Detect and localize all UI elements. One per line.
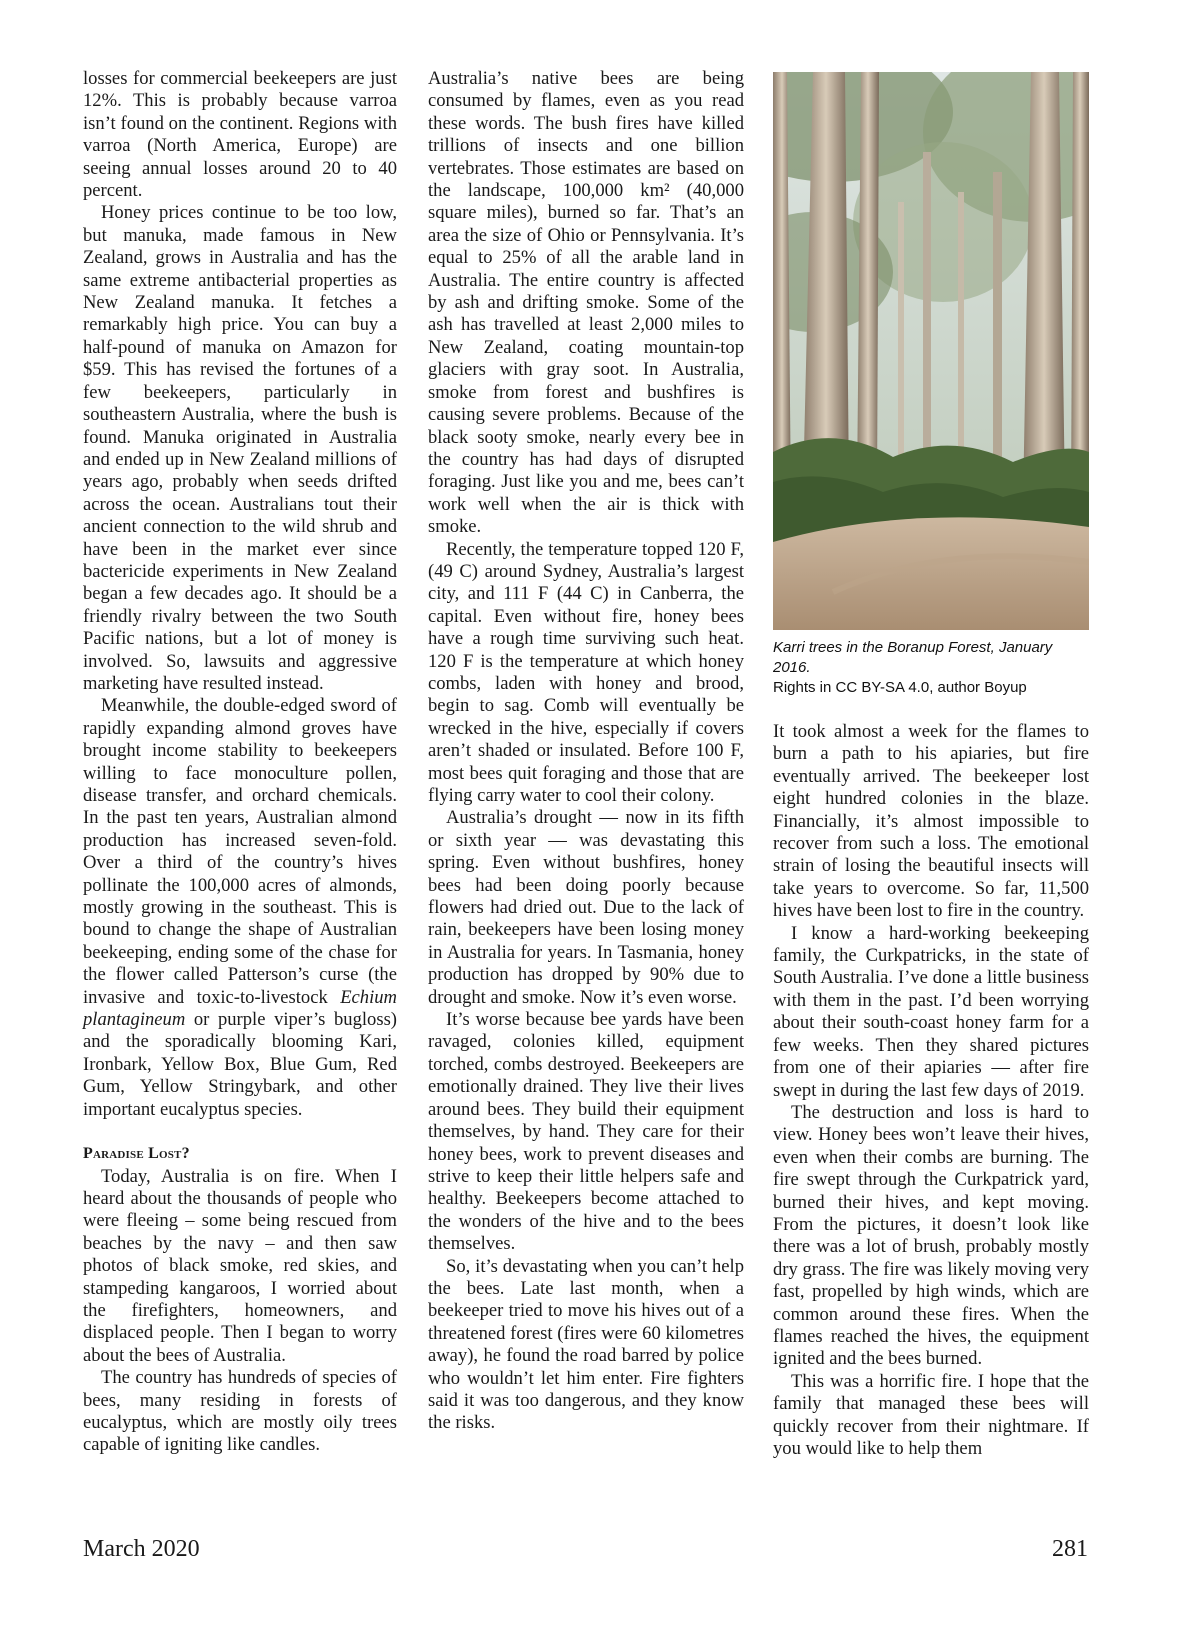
paragraph: Australia’s drought — now in its fifth or sixth year — was devastating this spring. Even without bushfires, honey bees had been doing poorly because flowers had dried out. Due to the lack of rain, beekeepers have been losing money in Australia for years. In Tasmania, honey production has dropped by 90% due to drought and smoke. Now it’s even worse.	[428, 807, 744, 1008]
paragraph: losses for commercial beekeepers are just 12%. This is probably because varroa isn’t found on the continent. Regions with varroa (North America, Europe) are seeing annual losses around 20 to 40 percent.	[83, 68, 397, 202]
issue-date: March 2020	[83, 1536, 200, 1562]
paragraph: Recently, the temperature topped 120 F, (49 C) around Sydney, Australia’s largest city, and 111 F (44 C) in Canberra, the capital. Even without fire, honey bees have a rough time surviving such heat. 120 F is the temperature at which honey combs, laden with honey and brood, begin to sag. Comb will eventually be wrecked in the hive, especially if covers aren’t shaded or insulated. Before 100 F, most bees quit foraging and those that are flying carry water to cool their colony.	[428, 538, 744, 806]
caption-description: Karri trees in the Boranup Forest, January 2016.	[773, 639, 1053, 676]
photo-caption	[773, 638, 1089, 698]
section-heading: Paradise Lost?	[83, 1145, 190, 1163]
paragraph: This was a horrific fire. I hope that the family that managed these bees will quickly recover from their nightmare. If you would like to help them	[773, 1370, 1089, 1459]
paragraph: Australia’s native bees are being consumed by flames, even as you read these words. The bush fires have killed trillions of insects and one billion vertebrates. Those estimates are based on the landscape, 100,000 km² (40,000 square miles), burned so far. That’s an area the size of Ohio or Pennsylvania. It’s equal to 25% of all the arable land in Australia. The entire country is affected by ash and drifting smoke. Some of the ash has travelled at least 2,000 miles to New Zealand, coating mountain-top glaciers with gray soot. In Australia, smoke from forest and bushfires is causing severe problems. Because of the black sooty smoke, nearly every bee in the country has had days of disrupted foraging. Just like you and me, bees can’t work well when the air is thick with smoke.	[428, 68, 744, 538]
forest-photo	[773, 72, 1089, 630]
page-number: 281	[1052, 1536, 1088, 1562]
paragraph: It took almost a week for the flames to burn a path to his apiaries, but fire eventually arrived. The beekeeper lost eight hundred colonies in the blaze. Financially, it’s almost impossible to recover from such a loss. The emotional strain of losing the beautiful insects will take years to overcome. So far, 11,500 hives have been lost to fire in the country.	[773, 721, 1089, 922]
paragraph: The destruction and loss is hard to view. Honey bees won’t leave their hives, even when their combs are burning. The fire swept through the Curkpatrick yard, burned their hives, and kept moving. From the pictures, it doesn’t look like there was a lot of brush, probably mostly dry grass. The fire was likely moving very fast, propelled by high winds, which are common around these fires. When the flames reached the hives, the equipment ignited and the bees burned.	[773, 1101, 1089, 1370]
paragraph: The country has hundreds of species of bees, many residing in forests of eucalyptus, which are mostly oily trees capable of igniting like candles.	[83, 1367, 397, 1456]
article-column-1	[83, 68, 397, 1457]
paragraph: It’s worse because bee yards have been ravaged, colonies killed, equipment torched, combs destroyed. Beekeepers are emotionally drained. They live their lives around bees. They build their equipment themselves, by hand. They care for their honey bees, work to prevent diseases and strive to keep their little helpers safe and healthy. Beekeepers become attached to the wonders of the hive and to the bees themselves.	[428, 1009, 744, 1255]
paragraph: So, it’s devastating when you can’t help the bees. Late last month, when a beekeeper tried to move his hives out of a threatened forest (fires were 60 kilometres away), he found the road barred by police who wouldn’t let him enter. Fire fighters said it was too dangerous, and they know the risks.	[428, 1255, 744, 1434]
article-column-2	[428, 68, 744, 1435]
species-name: Echium plantagineum	[83, 986, 397, 1031]
caption-credit: Rights in CC BY-SA 4.0, author Boyup	[773, 679, 1027, 696]
article-column-3	[773, 721, 1089, 1460]
text-run: or purple viper’s bugloss) and the sporadically blooming Kari, Ironbark, Yellow Box, Blue Gum, Red Gum, Yellow Stringybark, and other important eucalyptus species.	[83, 1009, 397, 1120]
paragraph: Honey prices continue to be too low, but manuka, made famous in New Zealand, grows in Australia and has the same extreme antibacterial properties as New Zealand manuka. It fetches a remarkably high price. You can buy a half-pound of manuka on Amazon for $59. This has revised the fortunes of a few beekeepers, particularly in southeastern Australia, where the bush is found. Manuka originated in Australia and ended up in New Zealand millions of years ago, probably when seeds drifted across the ocean. Australians tout their ancient connection to the wild shrub and have been in the market ever since bactericide experiments in New Zealand began a few decades ago. It should be a friendly rivalry between the two South Pacific nations, but a lot of money is involved. So, lawsuits and aggressive marketing have resulted instead.	[83, 202, 397, 694]
paragraph: Today, Australia is on fire. When I heard about the thousands of people who were fleeing – some being rescued from beaches by the navy – and then saw photos of black smoke, red skies, and stampeding kangaroos, I worried about the firefighters, homeowners, and displaced people. Then I began to worry about the bees of Australia.	[83, 1165, 397, 1366]
paragraph	[83, 695, 397, 1121]
paragraph: I know a hard-working beekeeping family, the Curkpatricks, in the state of South Australia. I’ve done a little business with them in the past. I’d been worrying about their south-coast honey farm for a few weeks. Then they shared pictures from one of their apiaries — after fire swept in during the last few days of 2019.	[773, 922, 1089, 1101]
text-run: Meanwhile, the double-edged sword of rapidly expanding almond groves have brought income stability to beekeepers willing to face monoculture pollen, disease transfer, and orchard chemicals. In the past ten years, Australian almond production has increased seven-fold. Over a third of the country’s hives pollinate the 100,000 acres of almonds, mostly growing in the southeast. This is bound to change the shape of Australian beekeeping, ending some of the chase for the flower called Patterson’s curse (the invasive and toxic-to-livestock	[83, 695, 397, 1008]
